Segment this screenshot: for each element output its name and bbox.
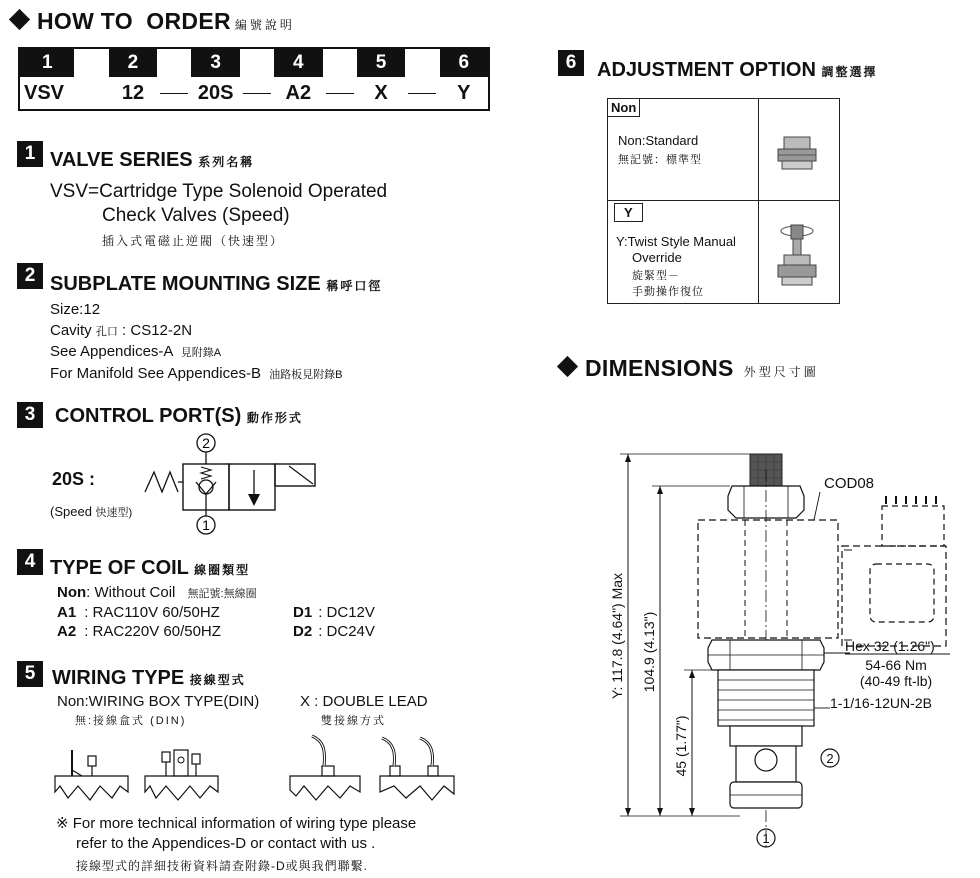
din-connector-icon-2 [145,750,218,800]
symbol-port-2: 2 [202,435,210,451]
order-col-3: 3 [191,48,239,77]
order-col-2: 2 [109,48,157,77]
double-lead-icon-2 [380,738,454,800]
order-val-1: VSV [24,81,65,104]
cod-label: COD08 [824,475,875,492]
dimension-drawing [580,440,980,860]
coil-a2: A2 : RAC220V 60/50HZ [57,623,221,640]
section-4-number: 4 [17,549,43,575]
section-3-title: CONTROL PORT(S) 動作形式 [55,405,303,427]
coil-a1: A1 : RAC110V 60/50HZ [57,604,220,621]
wiring-note-2: refer to the Appendices-D or contact with us . [76,835,376,852]
coil-d2: D2 : DC24V [293,623,375,640]
section-2-title: SUBPLATE MOUNTING SIZE 稱呼口徑 [50,273,383,295]
order-val-6: Y [457,81,471,104]
twist-override-icon [772,219,822,291]
dimensions-header: DIMENSIONS 外型尺寸圖 [560,355,819,382]
cavity-text: Cavity 孔口 : CS12-2N [50,322,193,339]
y-tag: Y [614,203,643,222]
y-line1: Y:Twist Style Manual [616,234,736,249]
non-line2: 無記號：標準型 [618,154,702,166]
wiring-x: X : DOUBLE LEAD [300,693,428,710]
how-to-order-header: HOW TO ORDER 編號說明 [12,8,295,35]
appendix-a-text: See Appendices-A 見附錄A [50,343,222,360]
wiring-x-cn: 雙接線方式 [321,715,386,727]
symbol-port-1: 1 [202,517,210,533]
order-col-5: 5 [357,48,405,77]
order-code-table [18,47,490,111]
wiring-note-cn: 接線型式的詳細技術資料請查附錄-D或與我們聯繫. [76,859,368,873]
valve-series-line2: Check Valves (Speed) [102,205,290,226]
section-1-number: 1 [17,141,43,167]
diamond-icon [9,9,30,30]
din-connector-icon-1 [55,750,128,800]
lower-dim: 45 (1.77") [673,715,689,777]
control-code: 20S : [52,469,96,489]
wiring-non: Non:WIRING BOX TYPE(DIN) [57,693,260,710]
appendix-b-text: For Manifold See Appendices-B 油路板見附錄B [50,365,343,382]
dim-port-1: 1 [762,831,770,846]
torque-2: (40-49 ft-lb) [859,673,933,689]
section-3-number: 3 [17,402,43,428]
dim-port-2: 2 [826,751,834,766]
size-text: Size:12 [50,301,101,318]
section-6-number: 6 [558,50,584,76]
speed-label: (Speed 快速型) [50,504,133,519]
wiring-note-1: ※ For more technical information of wiring type please [56,815,417,832]
diamond-icon [557,356,578,377]
section-4-title: TYPE OF COIL 線圈類型 [50,557,251,579]
valve-series-line1: VSV=Cartridge Type Solenoid Operated [50,181,388,202]
non-tag: Non [608,99,640,117]
coil-non: Non: Without Coil 無記號:無線圈 [57,584,257,601]
order-val-4: A2 [285,81,312,104]
y-line4: 手動操作復位 [632,286,704,298]
y-line3: 旋緊型－ [632,270,680,282]
section-5-title: WIRING TYPE 接線型式 [52,667,246,689]
wiring-non-cn: 無:接線盒式 (DIN) [75,715,187,727]
double-lead-icon-1 [290,736,360,800]
order-col-1: 1 [19,48,74,77]
order-col-4: 4 [274,48,322,77]
order-col-6: 6 [440,48,490,77]
section-6-title: ADJUSTMENT OPTION 調整選擇 [597,59,878,81]
non-line1: Non:Standard [618,133,699,148]
section-1-title: VALVE SERIES 系列名稱 [50,149,255,171]
section-5-number: 5 [17,661,43,687]
order-val-5: X [374,81,388,104]
coil-d1: D1 : DC12V [293,604,375,621]
y-line2: Override [632,250,682,265]
section-2-number: 2 [17,263,43,289]
standard-adjuster-icon [772,133,822,173]
adjustment-table [607,98,840,304]
order-val-2: 12 [121,81,145,104]
order-val-3: 20S [197,81,234,104]
overall-dim: Y: 117.8 (4.64") Max [609,572,625,700]
hydraulic-symbol [140,430,330,540]
valve-series-cn: 插入式電磁止逆閥（快速型） [102,234,285,248]
torque-1: 54-66 Nm [865,657,927,673]
hex-label: Hex 32 (1.26") [845,638,935,654]
wiring-illustrations [50,728,470,810]
thread-label: 1-1/16-12UN-2B [830,695,932,711]
height-dim: 104.9 (4.13") [641,611,657,693]
